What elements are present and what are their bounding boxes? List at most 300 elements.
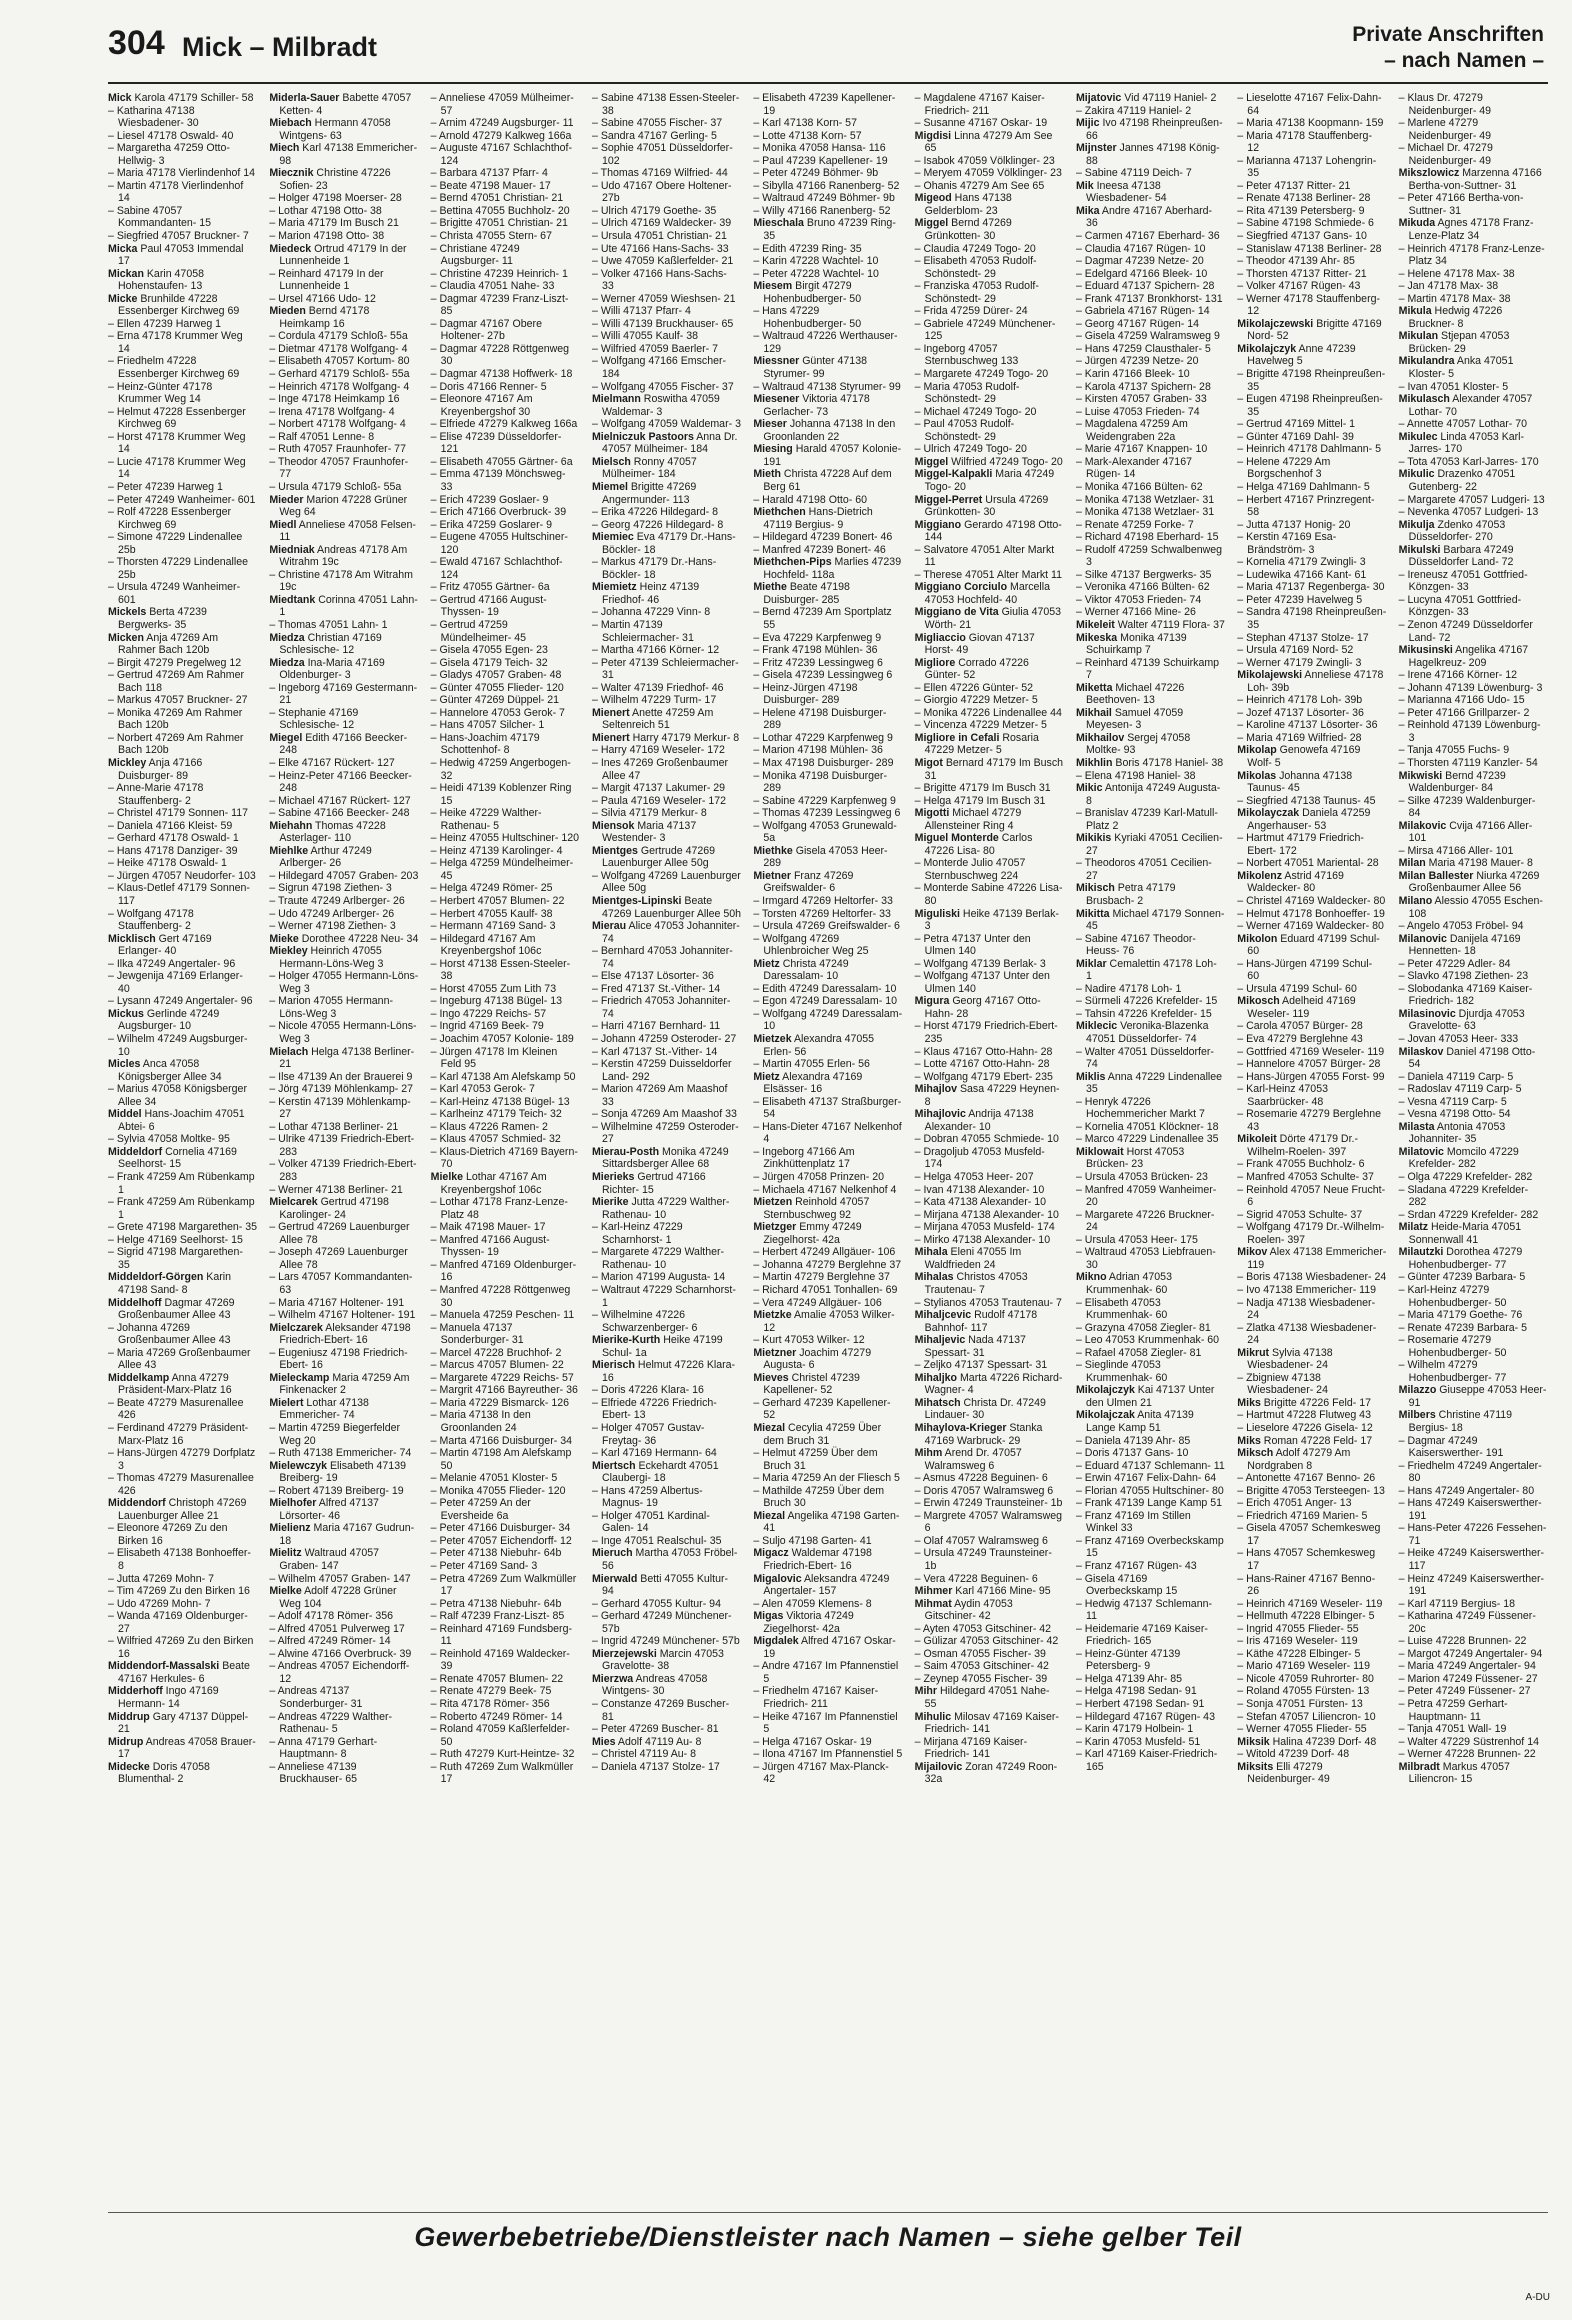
directory-entry — [1399, 1598, 1548, 1611]
directory-entry — [753, 217, 902, 242]
entry-details: – Erika 47259 Goslarer- 9 — [430, 518, 552, 531]
entry-surname: Mietz — [753, 957, 780, 970]
entry-details: – Tahsin 47226 Krefelder- 15 — [1075, 1007, 1212, 1020]
directory-entry — [915, 1510, 1064, 1535]
directory-entry — [1076, 1510, 1225, 1535]
entry-surname: Mik — [1075, 179, 1094, 192]
entry-details: Hans 47138 Gelderblom- 23 — [924, 192, 1012, 217]
directory-entry — [592, 180, 741, 205]
entry-details: – Elke 47167 Rückert- 127 — [269, 756, 395, 769]
directory-entry — [1237, 1573, 1386, 1598]
entry-details: Doris 47058 Blumenthal- 2 — [118, 1760, 210, 1786]
directory-entry — [592, 1146, 741, 1171]
directory-entry — [269, 443, 418, 456]
entry-details: – Bernhard 47053 Johanniter- 74 — [591, 945, 733, 970]
entry-details: – Ireneusz 47051 Gottfried-Könzgen- 33 — [1398, 568, 1528, 594]
directory-entry — [1237, 280, 1386, 293]
entry-details: – Christine 47178 Am Witrahm 19c — [269, 568, 413, 594]
directory-entry — [1076, 1020, 1225, 1045]
directory-entry — [1076, 807, 1225, 832]
directory-entry — [1399, 1221, 1548, 1246]
entry-details: – Sabine 47198 Schmiede- 6 — [1237, 217, 1374, 230]
entry-details: – Monika 47198 Duisburger- 289 — [753, 769, 887, 795]
entry-surname: Mikov — [1237, 1246, 1268, 1259]
entry-details: Christos 47053 Trautenau- 7 — [924, 1271, 1028, 1296]
entry-surname: Mikulec — [1398, 430, 1438, 443]
entry-details: – Heinz-Peter 47166 Beecker- 248 — [269, 769, 412, 795]
entry-details: Gertrude 47269 Lauenburger Allee 50g — [601, 844, 716, 870]
entry-surname: Mienert — [591, 731, 630, 744]
directory-entry — [1237, 1522, 1386, 1547]
entry-details: – Ruth 47279 Kurt-Heintze- 32 — [430, 1748, 575, 1761]
entry-details: Alfred 47137 Lörsorter- 46 — [279, 1497, 379, 1522]
directory-entry — [753, 1472, 902, 1485]
entry-details: – Martin 47259 Biegerfelder Weg 20 — [269, 1421, 401, 1447]
directory-entry — [1076, 230, 1225, 243]
directory-entry — [915, 569, 1064, 582]
directory-entry — [108, 1472, 257, 1497]
entry-surname: Mielcarek — [269, 1196, 318, 1209]
directory-entry — [1399, 393, 1548, 418]
directory-entry — [1399, 431, 1548, 456]
directory-entry — [269, 519, 418, 544]
entry-details: Arend Dr. 47057 Walramsweg 6 — [924, 1447, 1022, 1472]
entry-details: – Wilfried 47059 Baerler- 7 — [591, 342, 718, 355]
directory-entry — [592, 1121, 741, 1146]
entry-surname: Mikolajczewski — [1237, 317, 1314, 330]
directory-entry — [431, 1196, 580, 1221]
entry-details: – Roberto 47249 Römer- 14 — [430, 1710, 563, 1723]
directory-entry — [1076, 443, 1225, 456]
directory-entry — [1399, 1610, 1548, 1635]
entry-surname: Mikic — [1075, 782, 1103, 795]
directory-entry — [1076, 581, 1225, 594]
entry-surname: Middendorf — [108, 1497, 166, 1510]
directory-entry — [1076, 481, 1225, 494]
directory-entry — [1076, 105, 1225, 118]
entry-surname: Miggiano — [914, 518, 962, 531]
entry-details: – Cordula 47179 Schloß- 55a — [269, 330, 408, 343]
directory-entry — [1399, 293, 1548, 306]
entry-details: Hans-Dietrich 47119 Bergius- 9 — [763, 506, 873, 531]
directory-entry — [1237, 933, 1386, 958]
entry-surname: Micka — [108, 242, 138, 255]
directory-entry — [592, 1196, 741, 1221]
directory-entry — [915, 1209, 1064, 1222]
entry-surname: Mika — [1075, 204, 1100, 217]
directory-entry — [592, 619, 741, 644]
directory-entry — [431, 1309, 580, 1322]
directory-entry — [1237, 1497, 1386, 1510]
entry-details: Eleni 47055 Im Waldfrieden 24 — [924, 1246, 1022, 1271]
entry-details: – Ivan 47138 Alexander- 10 — [914, 1183, 1045, 1196]
directory-entry — [915, 544, 1064, 569]
directory-entry — [269, 305, 418, 330]
directory-entry — [1399, 1648, 1548, 1661]
directory-entry — [753, 1547, 902, 1572]
directory-entry — [1399, 1485, 1548, 1498]
entry-details: – Maria 47249 Angertaler- 94 — [1398, 1660, 1536, 1673]
directory-entry — [915, 243, 1064, 256]
directory-entry — [1399, 1209, 1548, 1222]
entry-surname: Mientges-Lipinski — [591, 895, 682, 907]
entry-details: – Tanja 47055 Fuchs- 9 — [1398, 744, 1510, 757]
entry-details: – Eleonore 47269 Zu den Birken 16 — [108, 1522, 228, 1547]
directory-entry — [1399, 1522, 1548, 1547]
directory-entry — [915, 155, 1064, 168]
directory-entry — [1399, 494, 1548, 507]
entry-details: – Jozef 47137 Lösorter- 36 — [1237, 706, 1364, 719]
section-title-line2: – nach Namen – — [1384, 49, 1544, 72]
entry-details: – Witold 47239 Dorf- 48 — [1237, 1748, 1350, 1761]
entry-details: – Peter 47239 Havelweg 5 — [1237, 593, 1363, 606]
directory-entry — [753, 1573, 902, 1598]
entry-details: – Ivan 47051 Kloster- 5 — [1398, 380, 1509, 393]
directory-entry — [1399, 268, 1548, 281]
directory-entry — [753, 707, 902, 732]
directory-entry — [108, 807, 257, 820]
directory-entry — [753, 644, 902, 657]
directory-entry — [1399, 456, 1548, 469]
entry-surname: Mikulja — [1398, 518, 1435, 531]
entry-details: – Martin 47055 Erlen- 56 — [753, 1058, 870, 1071]
entry-surname: Miderla-Sauer — [269, 92, 340, 104]
entry-surname: Micklisch — [108, 932, 156, 945]
entry-surname: Mierau — [591, 920, 627, 933]
directory-entry — [431, 280, 580, 293]
entry-details: – Vesna 47119 Carp- 5 — [1398, 1095, 1507, 1108]
entry-details: – Elisabeth 47239 Kapellener- 19 — [753, 92, 896, 117]
entry-details: – Helge 47169 Seelhorst- 15 — [108, 1233, 243, 1246]
directory-entry — [108, 995, 257, 1008]
entry-details: Boris 47178 Haniel- 38 — [1112, 756, 1224, 769]
entry-details: – Gertrud 47169 Mittel- 1 — [1237, 418, 1356, 431]
entry-surname: Miethchen-Pips — [753, 556, 832, 569]
entry-surname: Mielczarek — [269, 1321, 323, 1334]
entry-surname: Mikhailov — [1075, 731, 1125, 744]
entry-details: – Margit 47137 Lakumer- 29 — [591, 782, 726, 795]
entry-details: – Jürgen 47178 Im Kleinen Feld 95 — [430, 1045, 558, 1071]
entry-details: – Viktor 47053 Frieden- 74 — [1075, 593, 1202, 606]
entry-details: – Helga 47053 Heer- 207 — [914, 1171, 1034, 1184]
entry-details: – Saim 47053 Gitschiner- 42 — [914, 1660, 1049, 1673]
entry-surname: Mierieks — [591, 1171, 635, 1184]
entry-surname: Mikusinski — [1398, 644, 1453, 657]
directory-entry — [108, 1058, 257, 1083]
entry-details: – Rita 47178 Römer- 356 — [430, 1698, 550, 1710]
entry-surname: Mikulasch — [1398, 393, 1450, 406]
entry-details: – Hans 47249 Kaiserswerther- 191 — [1398, 1497, 1542, 1522]
entry-details: – Ewald 47167 Schlachthof- 124 — [430, 556, 563, 581]
directory-entry — [915, 606, 1064, 631]
entry-details: – Thorsten 47137 Ritter- 21 — [1237, 267, 1367, 280]
entry-details: – Sibylla 47166 Ranenberg- 52 — [753, 179, 900, 192]
entry-details: – Petra 47259 Gerhart-Hauptmann- 11 — [1398, 1698, 1508, 1723]
entry-details: Günter 47138 Styrumer- 99 — [763, 355, 867, 381]
directory-entry — [592, 519, 741, 532]
directory-entry — [431, 1033, 580, 1046]
directory-entry — [1237, 995, 1386, 1020]
entry-details: – Wolfgang 47055 Fischer- 37 — [591, 380, 734, 393]
entry-details: Eckehardt 47051 Claubergi- 18 — [601, 1459, 719, 1485]
directory-entry — [753, 205, 902, 218]
directory-entry — [915, 1497, 1064, 1510]
entry-details: Christine 47119 Bergius- 18 — [1408, 1409, 1513, 1434]
directory-entry — [592, 1510, 741, 1535]
directory-entry — [915, 280, 1064, 305]
entry-details: Stjepan 47053 Brücken- 29 — [1408, 330, 1510, 355]
directory-entry — [1076, 117, 1225, 142]
entry-details: – Rosemarie 47279 Hohenbudberger- 50 — [1398, 1334, 1507, 1359]
entry-details: Gerardo 47198 Otto- 144 — [924, 518, 1062, 544]
entry-details: – Giorgio 47229 Metzer- 5 — [914, 694, 1038, 707]
entry-surname: Mijatovic — [1075, 92, 1122, 104]
directory-entry — [1076, 255, 1225, 268]
entry-details: – Friedrich 47169 Marien- 5 — [1237, 1509, 1368, 1522]
entry-details: – Silvia 47179 Merkur- 8 — [591, 807, 707, 820]
directory-entry — [915, 795, 1064, 808]
entry-details: – Ulrich 47179 Goethe- 35 — [591, 204, 717, 217]
entry-details: Veronika-Blazenka 47051 Düsseldorfer- 74 — [1085, 1020, 1209, 1046]
directory-entry — [592, 1058, 741, 1083]
entry-details: – Hans 47178 Danziger- 39 — [108, 844, 238, 857]
entry-details: – Anneliese 47139 Bruckhauser- 65 — [269, 1760, 358, 1786]
entry-details: – Eva 47229 Karpfenweg 9 — [753, 631, 882, 644]
directory-entry — [915, 1397, 1064, 1422]
entry-details: – Claudia 47249 Togo- 20 — [914, 242, 1036, 255]
directory-entry — [431, 368, 580, 381]
directory-entry — [592, 870, 741, 895]
directory-entry — [108, 1133, 257, 1146]
directory-entry — [108, 606, 257, 631]
entry-details: Lothar 47167 Am Kreyenbergshof 106c — [440, 1171, 547, 1196]
entry-surname: Miks — [1237, 1434, 1261, 1447]
directory-entry — [915, 343, 1064, 368]
directory-entry — [592, 381, 741, 394]
directory-entry — [269, 1020, 418, 1045]
directory-entry — [1076, 1748, 1225, 1773]
entry-details: Vid 47119 Haniel- 2 — [1121, 92, 1217, 104]
directory-entry — [269, 870, 418, 883]
entry-details: – Arnold 47279 Kalkweg 166a — [430, 129, 572, 142]
entry-details: – Gerhard 47178 Oswald- 1 — [108, 832, 239, 845]
directory-entry — [915, 1133, 1064, 1146]
entry-details: – Wilfried 47269 Zu den Birken 16 — [108, 1635, 254, 1660]
directory-entry — [269, 1761, 418, 1786]
directory-entry — [592, 343, 741, 356]
directory-entry — [753, 330, 902, 355]
directory-entry — [753, 807, 902, 820]
entry-details: – Kerstin 47139 Möhlenkamp- 27 — [269, 1095, 411, 1121]
entry-details: – Edelgard 47166 Bleek- 10 — [1075, 267, 1208, 280]
entry-details: – Vera 47228 Beguinen- 6 — [914, 1572, 1038, 1585]
directory-entry — [1399, 1409, 1548, 1434]
entry-details: – Herbert 47249 Allgäuer- 106 — [753, 1246, 896, 1259]
directory-entry — [431, 920, 580, 933]
entry-details: – Helene 47198 Duisburger- 289 — [753, 706, 887, 732]
entry-details: – Silke 47239 Waldenburger- 84 — [1398, 794, 1536, 820]
entry-details: – Willi 47137 Pfarr- 4 — [591, 305, 691, 318]
entry-details: – Alen 47059 Klemens- 8 — [753, 1597, 872, 1610]
entry-surname: Mihaljko — [914, 1371, 958, 1384]
directory-entry — [1237, 1184, 1386, 1209]
entry-details: Anette 47259 Am Seltenreich 51 — [601, 706, 714, 732]
entry-details: Cornelia 47169 Seelhorst- 15 — [118, 1145, 237, 1171]
entry-details: – Helmut 47228 Essenberger Kirchweg 69 — [108, 405, 246, 431]
entry-details: – Liesel 47178 Oswald- 40 — [108, 129, 234, 142]
entry-details: – Auguste 47167 Schlachthof- 124 — [430, 142, 573, 167]
directory-entry — [1399, 669, 1548, 682]
entry-details: – Holger 47198 Moerser- 28 — [269, 192, 402, 205]
directory-entry — [108, 1297, 257, 1322]
directory-entry — [431, 130, 580, 143]
entry-details: Giovan 47137 Horst- 49 — [924, 631, 1035, 657]
directory-entry — [431, 431, 580, 456]
entry-details: – Margarete 47229 Reichs- 57 — [430, 1371, 574, 1384]
entry-details: – Torsten 47269 Heltorfer- 33 — [753, 907, 891, 920]
directory-entry — [592, 1046, 741, 1059]
directory-entry — [1399, 1046, 1548, 1071]
directory-entry — [753, 531, 902, 544]
directory-entry — [753, 167, 902, 180]
directory-entry — [431, 1573, 580, 1598]
directory-entry — [915, 406, 1064, 419]
entry-details: – Hermann 47169 Sand- 3 — [430, 920, 556, 933]
entry-surname: Mikolon — [1237, 932, 1278, 945]
directory-entry — [753, 381, 902, 394]
entry-details: Brunhilde 47228 Essenberger Kirchweg 69 — [118, 292, 240, 318]
entry-details: – Richard 47051 Tonhallen- 69 — [753, 1283, 898, 1296]
directory-entry — [1399, 92, 1548, 117]
entry-details: – Helga 47179 Im Busch 31 — [914, 794, 1046, 807]
directory-entry — [753, 1246, 902, 1259]
directory-entry — [1237, 1485, 1386, 1498]
entry-details: – Michael 47249 Togo- 20 — [914, 405, 1037, 418]
directory-entry — [269, 167, 418, 192]
directory-entry — [915, 1673, 1064, 1686]
directory-entry — [108, 92, 257, 105]
directory-entry — [592, 393, 741, 418]
entry-details: – Erika 47226 Hildegard- 8 — [591, 506, 719, 519]
entry-details: – Joachim 47057 Kolonie- 189 — [430, 1033, 574, 1046]
entry-details: – Werner 47166 Mine- 26 — [1075, 606, 1196, 619]
entry-details: Bruno 47239 Ring- 35 — [763, 217, 896, 243]
name-range: Mick – Milbradt — [182, 32, 378, 62]
directory-entry — [1076, 1271, 1225, 1296]
entry-details: – Nevenka 47057 Ludgeri- 13 — [1398, 506, 1539, 519]
entry-details: Michael 47279 Allensteiner Ring 4 — [924, 807, 1022, 832]
entry-details: – Waltraud 47053 Liebfrauen- 30 — [1075, 1246, 1216, 1271]
directory-entry — [1237, 192, 1386, 205]
directory-entry — [915, 1297, 1064, 1310]
directory-entry — [269, 393, 418, 406]
entry-details: – Manfred 47059 Wanheimer- 20 — [1075, 1183, 1217, 1209]
entry-surname: Mikosch — [1237, 995, 1280, 1008]
entry-details: – Maria 47138 In den Groonlanden 24 — [430, 1409, 531, 1434]
directory-entry — [108, 757, 257, 782]
entry-details: – Hildegard 47057 Graben- 203 — [269, 869, 419, 882]
directory-entry — [108, 1196, 257, 1221]
entry-surname: Mikulic — [1398, 468, 1435, 481]
directory-entry — [108, 857, 257, 870]
entry-details: – Elfriede 47279 Kalkweg 166a — [430, 418, 578, 431]
entry-details: – Frida 47259 Dürer- 24 — [914, 305, 1028, 318]
directory-entry — [1076, 243, 1225, 256]
entry-details: – Vincenza 47229 Metzer- 5 — [914, 719, 1047, 732]
directory-entry — [269, 820, 418, 845]
entry-details: – Karl-Heinz 47053 Saarbrücker- 48 — [1237, 1083, 1328, 1108]
entry-surname: Miedza — [269, 631, 305, 644]
directory-entry — [753, 1284, 902, 1297]
entry-details: – Olga 47229 Krefelder- 282 — [1398, 1171, 1533, 1184]
entry-details: Alfred 47167 Oskar- 19 — [763, 1635, 896, 1660]
entry-details: Heinz 47139 Friedhof- 46 — [601, 581, 700, 606]
entry-details: – Gertrud 47269 Am Rahmer Bach 118 — [108, 669, 245, 694]
directory-entry — [592, 707, 741, 732]
directory-entry — [431, 694, 580, 707]
directory-entry — [108, 130, 257, 143]
directory-entry — [1076, 381, 1225, 394]
directory-entry — [431, 456, 580, 469]
directory-entry — [592, 205, 741, 218]
directory-entry — [269, 456, 418, 481]
directory-entry — [753, 983, 902, 996]
entry-details: Heinrich 47055 Hermann-Löns-Weg 3 — [279, 945, 384, 970]
entry-details: – Ursula 47199 Schul- 60 — [1237, 982, 1357, 995]
entry-details: – Helene 47178 Max- 38 — [1398, 267, 1515, 280]
entry-details: – Edith 47239 Ring- 35 — [753, 242, 862, 255]
entry-surname: Mick — [108, 92, 132, 104]
entry-details: – Christel 47179 Sonnen- 117 — [108, 807, 248, 820]
directory-entry — [1399, 1723, 1548, 1736]
entry-details: – Thomas 47279 Masurenallee 426 — [108, 1472, 254, 1497]
directory-entry — [1076, 1447, 1225, 1460]
entry-details: Antonija 47249 Augusta- 8 — [1085, 782, 1221, 807]
entry-details: Anita 47139 Lange Kamp 51 — [1085, 1409, 1194, 1434]
directory-entry — [431, 1020, 580, 1033]
entry-details: Harry 47179 Merkur- 8 — [629, 731, 740, 744]
directory-entry — [1237, 1723, 1386, 1736]
entry-details: – Frank 47198 Mühlen- 36 — [753, 644, 878, 657]
directory-entry — [269, 368, 418, 381]
directory-entry — [753, 1711, 902, 1736]
entry-details: – Jewgenija 47169 Erlanger- 40 — [108, 970, 243, 995]
entry-details: – Heike 47249 Kaiserswerther- 117 — [1398, 1547, 1545, 1572]
directory-entry — [915, 494, 1064, 519]
entry-details: – Elisabeth 47053 Rudolf-Schönstedt- 29 — [914, 255, 1037, 280]
entry-details: – Eugene 47055 Hultschiner- 120 — [430, 531, 568, 556]
entry-details: – Wolfgang 47139 Berlak- 3 — [914, 957, 1046, 970]
directory-entry — [1076, 268, 1225, 281]
directory-entry — [753, 1146, 902, 1171]
directory-entry — [431, 1372, 580, 1385]
directory-entry — [1237, 719, 1386, 732]
entry-surname: Mikolajczak — [1075, 1409, 1135, 1422]
entry-details: – Helga 47139 Ahr- 85 — [1075, 1672, 1182, 1685]
entry-surname: Mietzen — [753, 1196, 793, 1209]
directory-entry — [753, 632, 902, 645]
entry-details: – Roland 47055 Fürsten- 13 — [1237, 1685, 1370, 1698]
entry-details: – Heike 47178 Oswald- 1 — [108, 857, 227, 870]
entry-surname: Mielke — [269, 1585, 302, 1598]
directory-entry — [915, 1146, 1064, 1171]
entry-surname: Migacz — [753, 1547, 789, 1560]
entry-surname: Miecznik — [269, 167, 314, 180]
entry-details: Aydin 47053 Gitschiner- 42 — [924, 1597, 1013, 1623]
entry-details: Andreas 47178 Am Witrahm 19c — [279, 543, 408, 569]
entry-details: – Wilhelm 47167 Holtener- 191 — [269, 1309, 416, 1322]
entry-details: – Wilhelmine 47259 Osteroder- 27 — [591, 1120, 739, 1146]
